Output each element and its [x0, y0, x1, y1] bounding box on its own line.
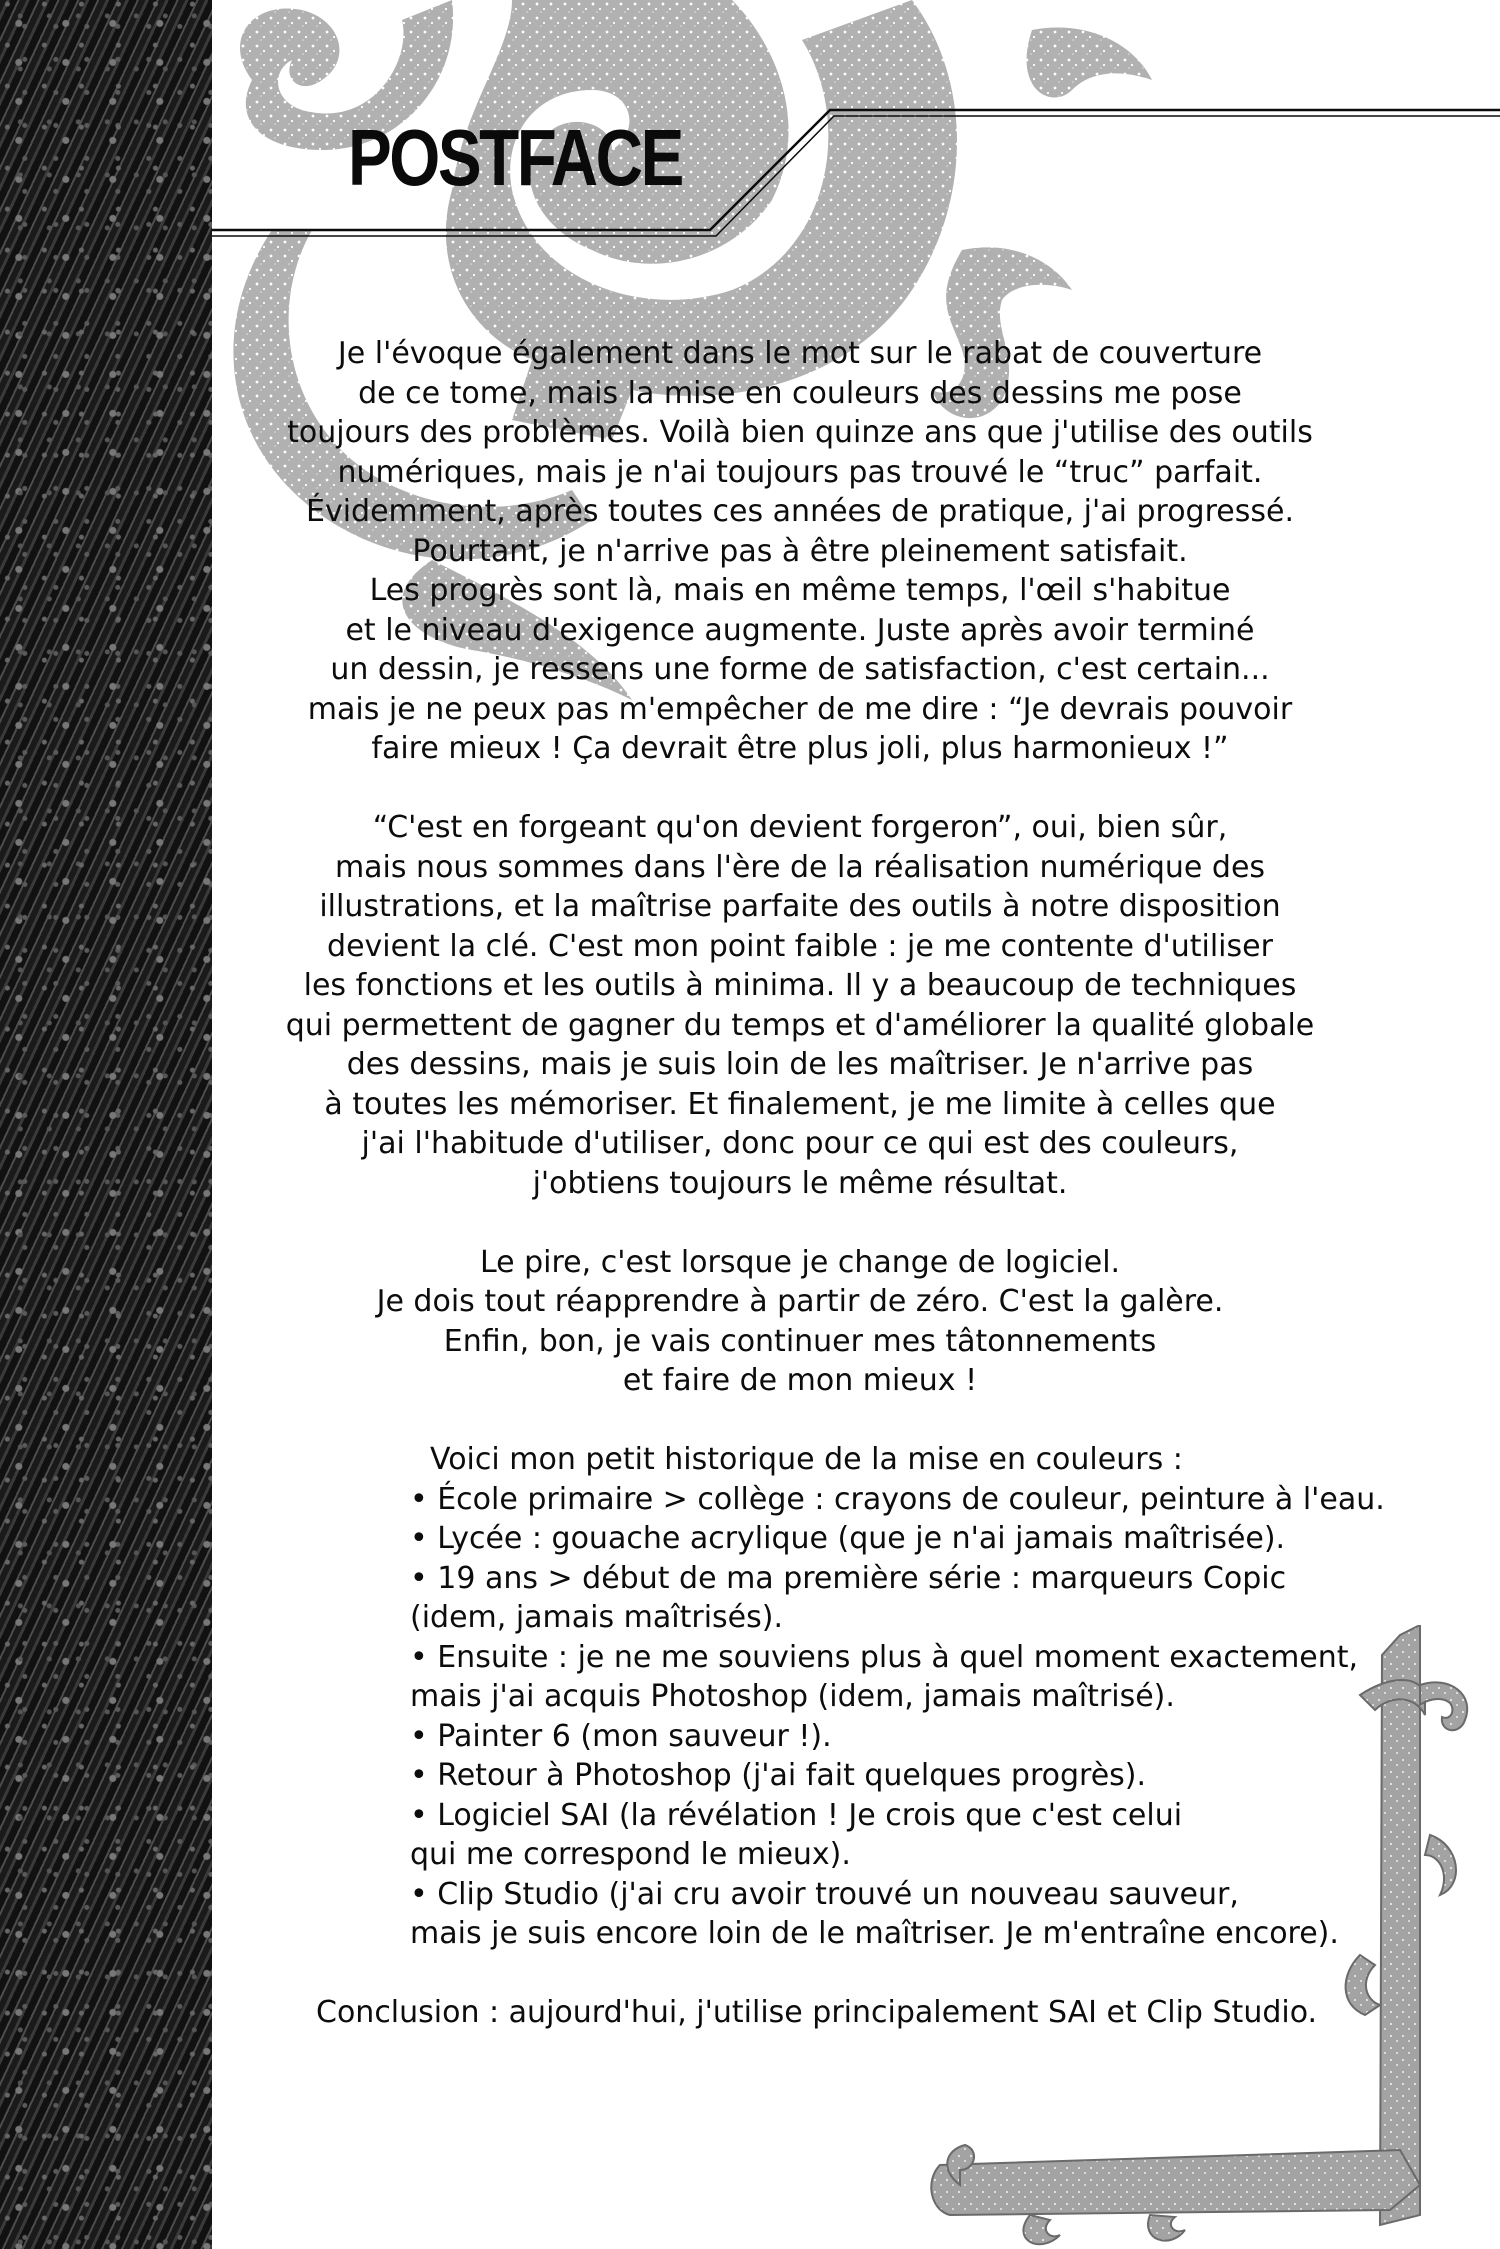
history-line: • Retour à Photoshop (j'ai fait quelques progrès).	[410, 1758, 1147, 1793]
text-line: Enfin, bon, je vais continuer mes tâtonnements	[443, 1323, 1157, 1359]
history-line: • Lycée : gouache acrylique (que je n'ai jamais maîtrisée).	[410, 1521, 1286, 1556]
corner-ornament	[920, 1625, 1480, 2249]
text-line: Pourtant, je n'arrive pas à être pleinement satisfait.	[412, 533, 1188, 569]
history-line: qui me correspond le mieux).	[410, 1837, 851, 1872]
page-title: POSTFACE	[348, 113, 682, 202]
text-line: des dessins, mais je suis loin de les maîtriser. Je n'arrive pas	[346, 1047, 1254, 1082]
text-line: “C'est en forgeant qu'on devient forgeron”, oui, bien sûr,	[372, 810, 1228, 845]
history-line: mais je suis encore loin de le maîtriser. Je m'entraîne encore).	[410, 1916, 1339, 1951]
text-line: mais je ne peux pas m'empêcher de me dire : “Je devrais pouvoir	[307, 691, 1293, 727]
text-line: devient la clé. C'est mon point faible : je me contente d'utiliser	[327, 928, 1273, 964]
history-line: • Painter 6 (mon sauveur !).	[410, 1718, 832, 1754]
history-line: • 19 ans > début de ma première série : marqueurs Copic	[410, 1560, 1287, 1596]
text-line: numériques, mais je n'ai toujours pas trouvé le “truc” parfait.	[337, 454, 1263, 490]
text-line: Les progrès sont là, mais en même temps, l'œil s'habitue	[369, 573, 1231, 608]
text-line: Je l'évoque également dans le mot sur le rabat de couverture	[337, 336, 1263, 371]
history-line: • Logiciel SAI (la révélation ! Je crois que c'est celui	[410, 1797, 1183, 1833]
text-line: Le pire, c'est lorsque je change de logiciel.	[479, 1244, 1121, 1280]
history-line: • Ensuite : je ne me souviens plus à quel moment exactement,	[410, 1639, 1359, 1675]
text-line: illustrations, et la maîtrise parfaite des outils à notre disposition	[319, 889, 1281, 924]
text-line: les fonctions et les outils à minima. Il y a beaucoup de techniques	[303, 968, 1297, 1003]
paragraph-2	[250, 808, 1350, 1203]
paragraph-1	[250, 334, 1350, 769]
text-line: de ce tome, mais la mise en couleurs des dessins me pose	[358, 375, 1242, 411]
text-line: mais nous sommes dans l'ère de la réalisation numérique des	[334, 849, 1266, 885]
history-line: • Clip Studio (j'ai cru avoir trouvé un nouveau sauveur,	[410, 1876, 1239, 1912]
text-line: faire mieux ! Ça devrait être plus joli, plus harmonieux !”	[371, 731, 1229, 766]
text-line: toujours des problèmes. Voilà bien quinze ans que j'utilise des outils	[287, 415, 1313, 450]
text-line: un dessin, je ressens une forme de satisfaction, c'est certain...	[330, 652, 1270, 687]
textured-side-strip	[0, 0, 212, 2249]
text-line: à toutes les mémoriser. Et finalement, je me limite à celles que	[324, 1086, 1276, 1122]
text-line: j'obtiens toujours le même résultat.	[532, 1165, 1068, 1201]
text-line: j'ai l'habitude d'utiliser, donc pour ce qui est des couleurs,	[361, 1126, 1239, 1161]
text-line: Évidemment, après toutes ces années de pratique, j'ai progressé.	[306, 494, 1294, 529]
conclusion-line: Conclusion : aujourd'hui, j'utilise principalement SAI et Clip Studio.	[316, 1995, 1318, 2030]
text-line: qui permettent de gagner du temps et d'améliorer la qualité globale	[285, 1007, 1315, 1043]
text-line: et le niveau d'exigence augmente. Juste après avoir terminé	[345, 612, 1255, 648]
history-heading: Voici mon petit historique de la mise en couleurs :	[430, 1442, 1183, 1477]
text-line: Je dois tout réapprendre à partir de zéro. C'est la galère.	[376, 1284, 1224, 1319]
paragraph-3	[250, 1243, 1350, 1401]
history-line: • École primaire > collège : crayons de couleur, peinture à l'eau.	[410, 1481, 1385, 1517]
history-line: (idem, jamais maîtrisés).	[410, 1600, 783, 1635]
history-line: mais j'ai acquis Photoshop (idem, jamais maîtrisé).	[410, 1679, 1175, 1714]
text-line: et faire de mon mieux !	[622, 1363, 978, 1398]
